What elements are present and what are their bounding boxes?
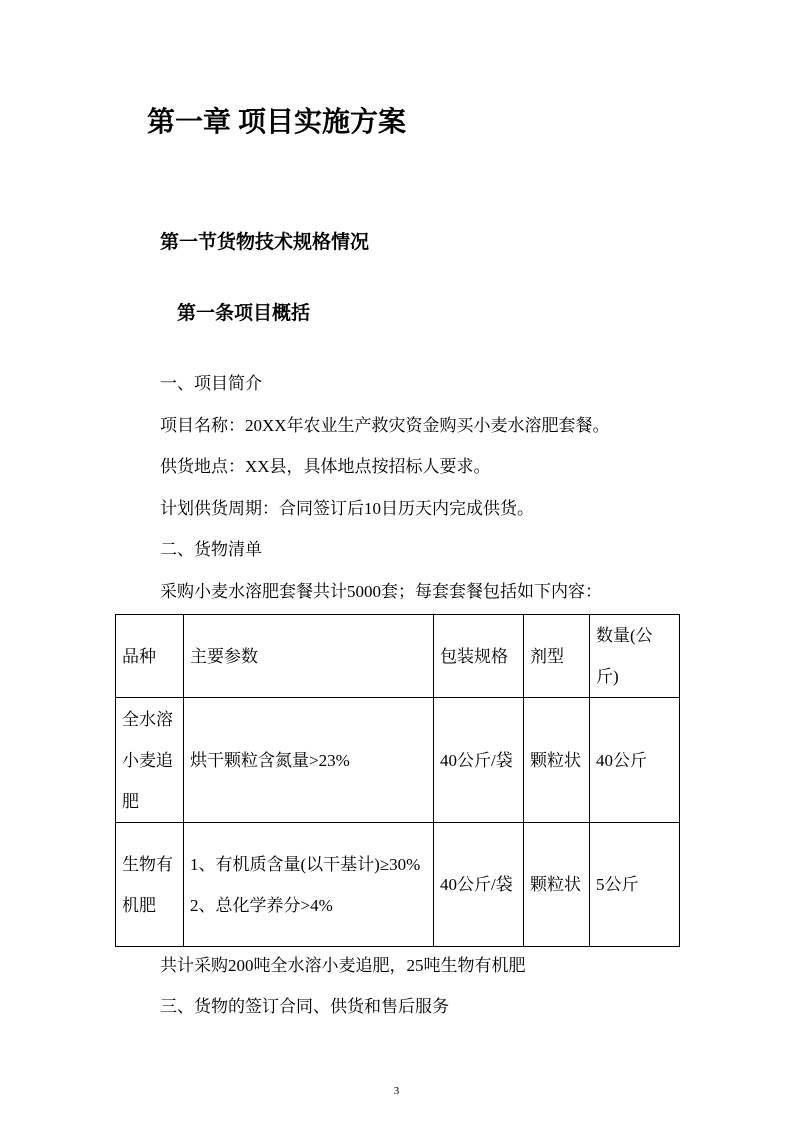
paragraph: 共计采购200吨全水溶小麦追肥，25吨生物有机肥 xyxy=(160,956,526,975)
paragraph: 三、货物的签订合同、供货和售后服务 xyxy=(160,997,449,1016)
paragraph: 项目名称：20XX年农业生产救灾资金购买小麦水溶肥套餐。 xyxy=(160,416,610,435)
cell: 5公斤 xyxy=(590,823,680,947)
cell: 40公斤/袋 xyxy=(434,698,524,823)
paragraph: 采购小麦水溶肥套餐共计5000套；每套套餐包括如下内容： xyxy=(160,582,602,601)
cell: 颗粒状 xyxy=(524,823,590,947)
section-title: 第一节货物技术规格情况 xyxy=(160,232,370,253)
header-cell: 品种 xyxy=(116,615,184,698)
paragraph: 一、项目简介 xyxy=(160,374,262,393)
header-cell: 主要参数 xyxy=(184,615,434,698)
cell: 颗粒状 xyxy=(524,698,590,823)
cell: 40公斤/袋 xyxy=(434,823,524,947)
paragraph: 计划供货周期：合同签订后10日历天内完成供货。 xyxy=(160,499,534,518)
cell: 全水溶小麦追肥 xyxy=(116,698,184,823)
table-header-row xyxy=(116,615,680,698)
cell: 1、有机质含量(以干基计)≥30% 2、总化学养分>4% xyxy=(184,823,434,947)
chapter-title: 第一章 项目实施方案 xyxy=(147,107,407,138)
cell: 烘干颗粒含氮量>23% xyxy=(184,698,434,823)
page-number: 3 xyxy=(393,1085,400,1097)
table-row xyxy=(116,698,680,823)
paragraph: 供货地点：XX县，具体地点按招标人要求。 xyxy=(160,457,491,476)
article-title: 第一条项目概括 xyxy=(177,303,311,324)
cell: 生物有机肥 xyxy=(116,823,184,947)
header-cell: 剂型 xyxy=(524,615,590,698)
cell: 40公斤 xyxy=(590,698,680,823)
goods-table xyxy=(115,614,680,947)
header-cell: 包装规格 xyxy=(434,615,524,698)
paragraph: 二、货物清单 xyxy=(160,540,262,559)
table-row xyxy=(116,823,680,947)
header-cell: 数量(公斤) xyxy=(590,615,680,698)
